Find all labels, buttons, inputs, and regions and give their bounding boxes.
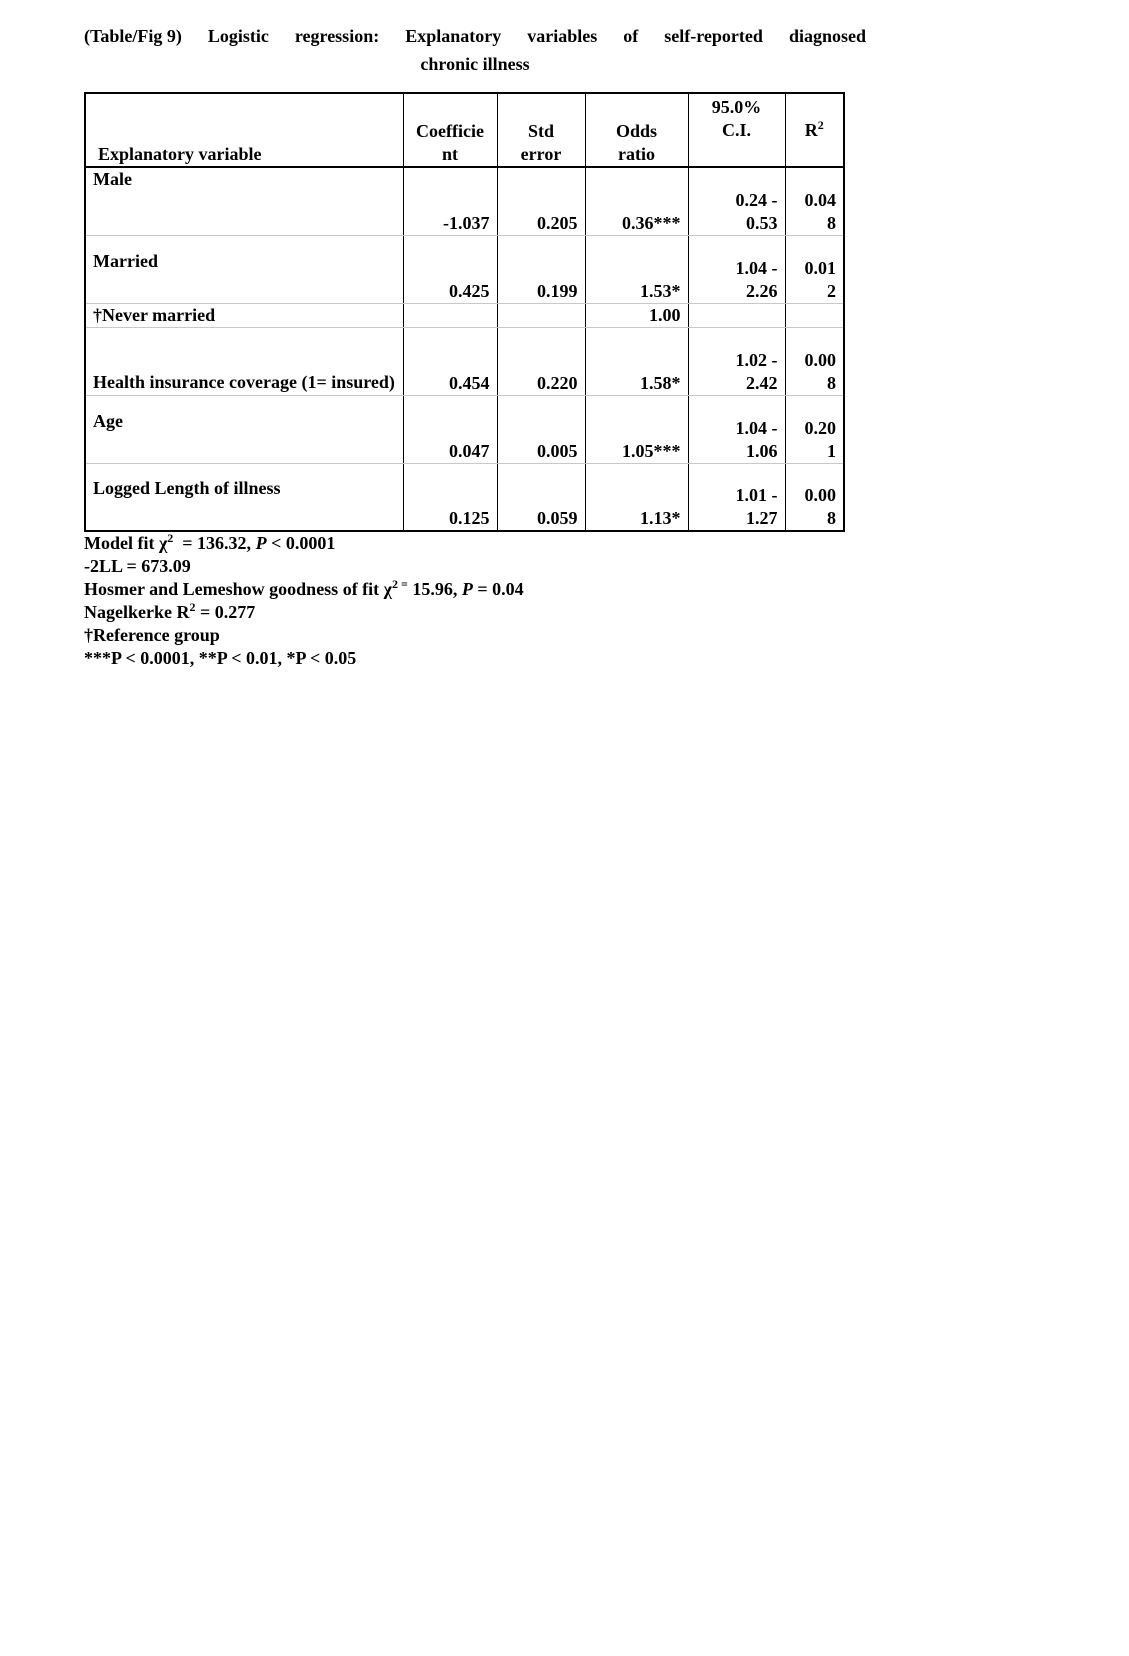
table-row-age xyxy=(85,395,844,463)
title-word: regression: xyxy=(294,26,380,46)
table-row-married xyxy=(85,235,844,303)
cell-coefficient: 0.425 xyxy=(403,235,497,303)
cell-confidence-interval: 1.04 - 1.06 xyxy=(688,395,785,463)
header-odds-ratio: Odds ratio xyxy=(585,93,688,167)
cell-confidence-interval: 1.01 - 1.27 xyxy=(688,463,785,531)
cell-r-squared: 0.00 8 xyxy=(785,463,844,531)
cell-odds-ratio: 1.05*** xyxy=(585,395,688,463)
cell-odds-ratio: 1.58* xyxy=(585,327,688,395)
table-row-never-married xyxy=(85,303,844,327)
header-coefficient: Coefficie nt xyxy=(403,93,497,167)
cell-std-error: 0.005 xyxy=(497,395,585,463)
cell-coefficient: 0.125 xyxy=(403,463,497,531)
cell-odds-ratio: 1.00 xyxy=(585,303,688,327)
cell-variable: Health insurance coverage (1= insured) xyxy=(85,327,403,395)
cell-variable: Married xyxy=(85,235,403,303)
title-word: Logistic xyxy=(207,26,269,46)
note-model-fit: Model fit $\chi^2 = 136.32$, P < 0.0001 xyxy=(84,531,336,553)
title-line-2: chronic illness xyxy=(420,54,530,74)
cell-variable: Age xyxy=(85,395,403,463)
table-row-logged-length-of-illness xyxy=(85,463,844,531)
cell-variable: Male xyxy=(85,167,403,235)
table-notes xyxy=(84,532,524,670)
note-hosmer-lemeshow: Hosmer and Lemeshow goodness of fit $\chi^{2 =}$ 15.96, P = 0.04 xyxy=(84,577,524,599)
cell-odds-ratio: 0.36*** xyxy=(585,167,688,235)
cell-variable: Logged Length of illness xyxy=(93,478,281,499)
cell-std-error: 0.205 xyxy=(497,167,585,235)
cell-odds-ratio: 1.53* xyxy=(585,235,688,303)
cell-variable: †Never married xyxy=(85,303,403,327)
note-nagelkerke: Nagelkerke $R^2 = 0.277$ xyxy=(84,600,256,622)
cell-std-error: 0.059 xyxy=(497,463,585,531)
title-word: diagnosed xyxy=(788,26,866,46)
table-row-male xyxy=(85,167,844,235)
cell-std-error: 0.220 xyxy=(497,327,585,395)
cell-r-squared: 0.01 2 xyxy=(785,235,844,303)
cell-coefficient: 0.047 xyxy=(403,395,497,463)
cell-confidence-interval xyxy=(688,303,785,327)
title-word: self-reported xyxy=(664,26,763,46)
cell-r-squared: 0.04 8 xyxy=(785,167,844,235)
cell-std-error xyxy=(497,303,585,327)
cell-confidence-interval: 1.04 - 2.26 xyxy=(688,235,785,303)
cell-confidence-interval: 0.24 - 0.53 xyxy=(688,167,785,235)
cell-odds-ratio: 1.13* xyxy=(585,463,688,531)
table-title xyxy=(84,22,866,78)
header-r-squared: $R^2$ xyxy=(785,93,844,167)
note-significance: ***P < 0.0001, **P < 0.01, *P < 0.05 xyxy=(84,648,357,668)
header-row xyxy=(85,93,844,167)
regression-table xyxy=(84,92,845,532)
cell-r-squared xyxy=(785,303,844,327)
cell-coefficient: -1.037 xyxy=(403,167,497,235)
note-neg2ll: -2LL = 673.09 xyxy=(84,556,191,576)
header-confidence-interval: 95.0% C.I. xyxy=(688,93,785,167)
title-word: Explanatory xyxy=(405,26,502,46)
cell-r-squared: 0.00 8 xyxy=(785,327,844,395)
header-explanatory-variable: Explanatory variable xyxy=(85,93,403,167)
table-row-health-insurance xyxy=(85,327,844,395)
cell-std-error: 0.199 xyxy=(497,235,585,303)
note-reference-group: †Reference group xyxy=(84,625,220,645)
header-std-error: Std error xyxy=(497,93,585,167)
title-word: (Table/Fig 9) xyxy=(84,26,182,46)
cell-coefficient xyxy=(403,303,497,327)
title-word: variables xyxy=(527,26,598,46)
title-line-1 xyxy=(84,22,866,50)
cell-coefficient: 0.454 xyxy=(403,327,497,395)
title-word: of xyxy=(623,26,639,46)
cell-r-squared: 0.20 1 xyxy=(785,395,844,463)
cell-confidence-interval: 1.02 - 2.42 xyxy=(688,327,785,395)
